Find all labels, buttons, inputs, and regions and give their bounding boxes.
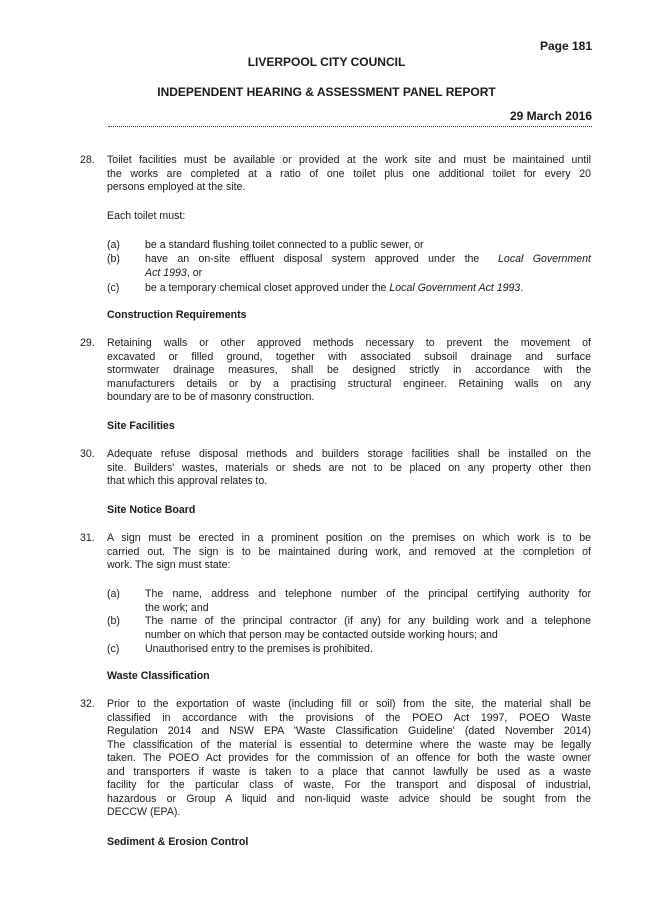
sub-label: (a) bbox=[107, 239, 120, 251]
toilet-lead: Each toilet must: bbox=[107, 210, 186, 222]
condition-text bbox=[107, 698, 591, 820]
condition-number: 30. bbox=[80, 448, 95, 460]
sub-text bbox=[145, 588, 591, 615]
text-line: the work; and bbox=[145, 601, 209, 614]
header-rule bbox=[108, 126, 592, 127]
text-line: carried out. The sign is to be maintained during work, and removed at the completion of bbox=[107, 545, 591, 558]
text-line: manufacturers details or by a practising structural engineer. Retaining walls on any bbox=[107, 377, 591, 390]
text-line: Prior to the exportation of waste (including fill or soil) from the site, the material shall be bbox=[107, 698, 591, 710]
text-line: Retaining walls or other approved methods necessary to prevent the movement of bbox=[107, 337, 591, 349]
report-date: 29 March 2016 bbox=[509, 109, 592, 123]
heading-construction: Construction Requirements bbox=[107, 309, 247, 321]
condition-text bbox=[107, 337, 591, 405]
text-line bbox=[145, 253, 591, 267]
text-line: the works are completed at a ratio of one toilet plus one additional toilet for every 20 bbox=[107, 167, 591, 180]
page-number: Page 181 bbox=[539, 39, 592, 53]
condition-number: 29. bbox=[80, 337, 95, 349]
text-line: Adequate refuse disposal methods and builders storage facilities shall be installed on the bbox=[107, 448, 591, 460]
text-line: The name of the principal contractor (if any) for any building work and a telephone bbox=[145, 615, 591, 627]
text-line: A sign must be erected in a prominent position on the premises on which work is to be bbox=[107, 532, 591, 544]
condition-number: 31. bbox=[80, 532, 95, 544]
text-line: number on which that person may be contacted outside working hours; and bbox=[145, 628, 498, 641]
text-line: boundary are to be of masonry construction. bbox=[107, 391, 315, 403]
text-line: Regulation 2014 and NSW EPA 'Waste Classification Guideline' (dated November 2014) bbox=[107, 725, 591, 737]
text-line: The name, address and telephone number of the principal certifying authority for bbox=[145, 588, 591, 600]
text-line: stormwater drainage measures, shall be designed strictly in accordance with the bbox=[107, 364, 591, 376]
text-line bbox=[145, 267, 202, 279]
condition-number: 32. bbox=[80, 698, 95, 710]
heading-site-facilities: Site Facilities bbox=[107, 420, 175, 432]
text-run: . bbox=[520, 282, 524, 294]
sub-text: Unauthorised entry to the premises is prohibited. bbox=[145, 643, 373, 655]
text-line: taken. The POEO Act provides for the commission of an offence for both the waste owner bbox=[107, 752, 591, 764]
condition-number: 28. bbox=[80, 154, 95, 166]
text-line: that which this approval relates to. bbox=[107, 475, 268, 487]
sub-text: be a standard flushing toilet connected to a public sewer, or bbox=[145, 239, 424, 251]
text-run: , or bbox=[186, 266, 203, 279]
act-name: Act 1993 bbox=[145, 266, 187, 279]
condition-text bbox=[107, 532, 591, 573]
text-line: Toilet facilities must be available or provided at the work site and must be maintained until bbox=[107, 154, 591, 166]
condition-text bbox=[107, 154, 591, 195]
act-name: Local Government Act 1993 bbox=[389, 282, 521, 294]
text-line: work. The sign must state: bbox=[107, 559, 231, 571]
text-line: DECCW (EPA). bbox=[107, 806, 181, 818]
text-line: and transporters if waste is taken to a place that cannot lawfully be used as a waste bbox=[107, 765, 591, 778]
sub-text bbox=[145, 253, 591, 280]
condition-text bbox=[107, 448, 591, 489]
report-title: INDEPENDENT HEARING & ASSESSMENT PANEL REPORT bbox=[157, 85, 496, 99]
text-line: persons employed at the site. bbox=[107, 181, 246, 193]
sub-label: (a) bbox=[107, 588, 120, 600]
sub-label: (c) bbox=[107, 282, 120, 294]
act-name: Local Government bbox=[498, 253, 591, 265]
sub-label: (b) bbox=[107, 253, 120, 265]
sub-label: (b) bbox=[107, 615, 120, 627]
text-line: hazardous or Group A liquid and non-liquid waste advice should be sought from the bbox=[107, 792, 591, 805]
sub-text bbox=[145, 615, 591, 642]
text-run: have an on-site effluent disposal system approved under the bbox=[145, 253, 480, 265]
text-run: be a temporary chemical closet approved under the bbox=[145, 282, 387, 294]
council-title: LIVERPOOL CITY COUNCIL bbox=[247, 55, 406, 69]
text-line: The classification of the material is essential to determine where the waste may be legally bbox=[107, 738, 591, 751]
sub-text bbox=[145, 282, 591, 296]
text-line: facility for the particular class of waste. For the transport and disposal of industrial, bbox=[107, 779, 591, 791]
sub-label: (c) bbox=[107, 643, 120, 655]
heading-sediment-erosion: Sediment & Erosion Control bbox=[107, 836, 249, 848]
text-line: excavated or filled ground, together with associated subsoil drainage and surface bbox=[107, 350, 591, 363]
text-line: classified in accordance with the provisions of the POEO Act 1997, POEO Waste bbox=[107, 711, 591, 724]
text-line: site. Builders' wastes, materials or sheds are not to be placed on any property other then bbox=[107, 461, 591, 474]
heading-site-notice-board: Site Notice Board bbox=[107, 504, 196, 516]
heading-waste-classification: Waste Classification bbox=[107, 670, 210, 682]
